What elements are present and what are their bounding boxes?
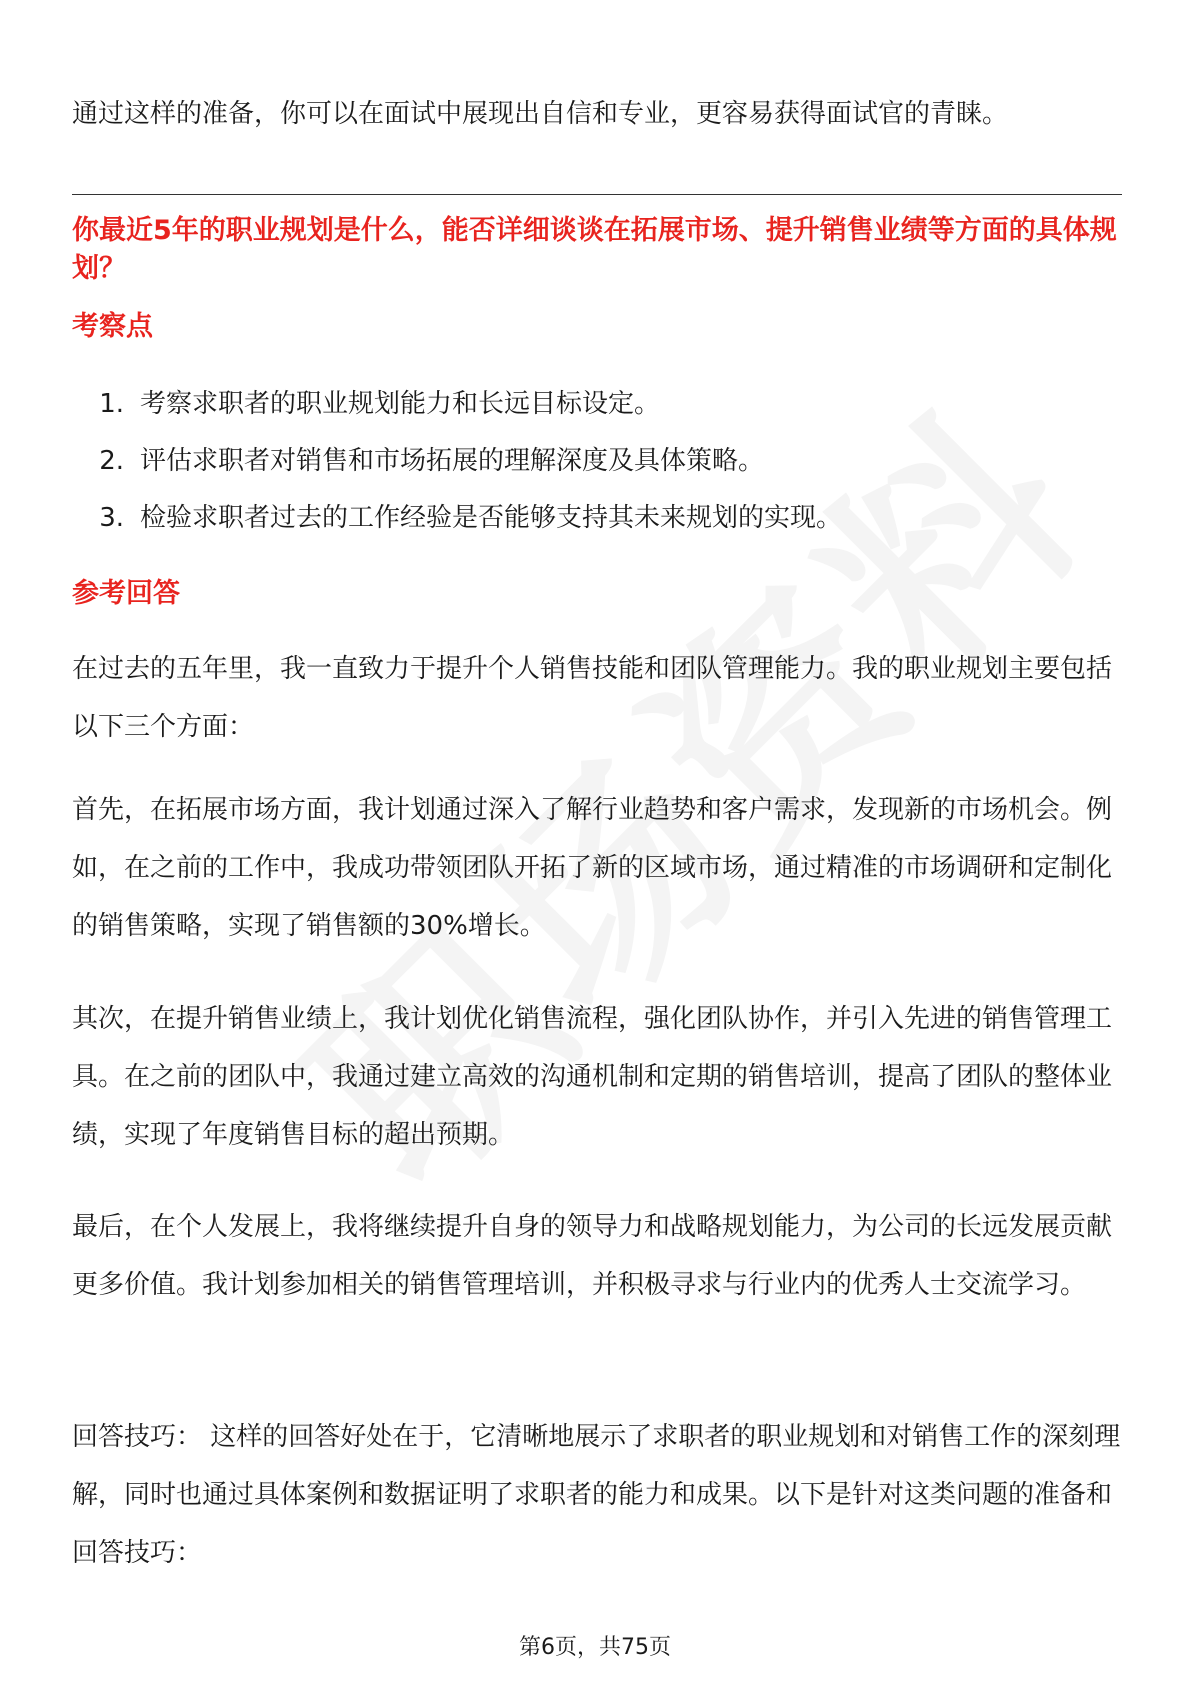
- list-item: [72, 433, 1122, 490]
- answer-heading: 参考回答: [72, 578, 180, 609]
- intro-paragraph: 通过这样的准备，你可以在面试中展现出自信和专业，更容易获得面试官的青睐。: [72, 99, 1009, 129]
- tips-paragraph: 回答技巧： 这样的回答好处在于，它清晰地展示了求职者的职业规划和对销售工作的深刻理解，同时也通过具体案例和数据证明了求职者的能力和成果。以下是针对这类问题的准备和回答技巧：: [72, 1422, 1121, 1568]
- list-item: [72, 376, 1122, 433]
- page-number: 第6页，共75页: [519, 1635, 671, 1660]
- answer-paragraph: 在过去的五年里，我一直致力于提升个人销售技能和团队管理能力。我的职业规划主要包括以下三个方面：: [72, 654, 1113, 742]
- list-text: 检验求职者过去的工作经验是否能够支持其未来规划的实现。: [140, 503, 843, 533]
- answer-paragraph: 其次，在提升销售业绩上，我计划优化销售流程，强化团队协作，并引入先进的销售管理工具。在之前的团队中，我通过建立高效的沟通机制和定期的销售培训，提高了团队的整体业绩，实现了年度销售目标的超出预期。: [72, 1004, 1113, 1150]
- list-text: 考察求职者的职业规划能力和长远目标设定。: [140, 389, 661, 419]
- section-divider: [72, 194, 1122, 195]
- list-number: 3.: [99, 503, 124, 533]
- list-number: 2.: [99, 446, 124, 476]
- list-item: [72, 490, 1122, 547]
- points-list: [72, 376, 1122, 547]
- list-text: 评估求职者对销售和市场拓展的理解深度及具体策略。: [140, 446, 765, 476]
- answer-paragraph: 首先，在拓展市场方面，我计划通过深入了解行业趋势和客户需求，发现新的市场机会。例如，在之前的工作中，我成功带领团队开拓了新的区域市场，通过精准的市场调研和定制化的销售策略，实现了销售额的30%增长。: [72, 795, 1113, 941]
- points-heading: 考察点: [72, 311, 153, 342]
- question-heading: 你最近5年的职业规划是什么，能否详细谈谈在拓展市场、提升销售业绩等方面的具体规划？: [72, 215, 1117, 284]
- list-number: 1.: [99, 389, 124, 419]
- answer-paragraph: 最后，在个人发展上，我将继续提升自身的领导力和战略规划能力，为公司的长远发展贡献更多价值。我计划参加相关的销售管理培训，并积极寻求与行业内的优秀人士交流学习。: [72, 1212, 1113, 1300]
